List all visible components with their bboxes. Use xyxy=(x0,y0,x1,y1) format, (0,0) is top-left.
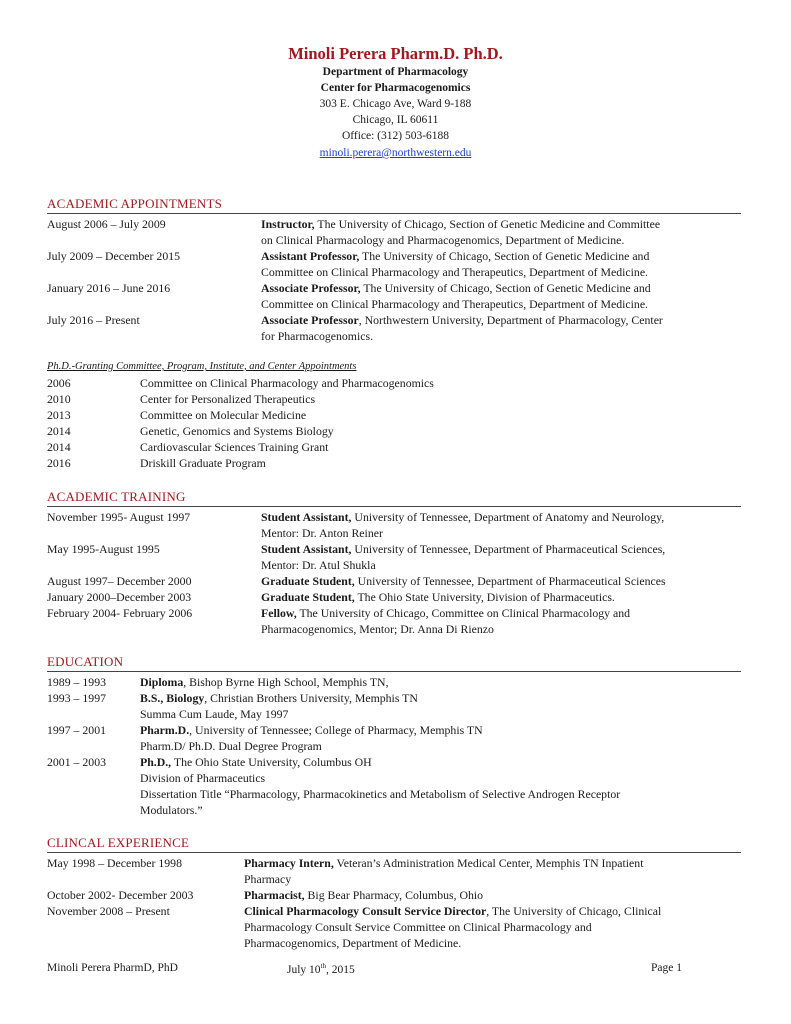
appointment-detail: The University of Chicago, Section of Genetic Medicine and xyxy=(359,249,650,263)
committee-year: 2013 xyxy=(47,408,71,422)
committee-year: 2010 xyxy=(47,392,71,406)
address-line-2: Chicago, IL 60611 xyxy=(352,114,439,126)
appointment-date: July 2009 – December 2015 xyxy=(47,249,181,263)
list-item xyxy=(47,573,741,589)
committee-year: 2014 xyxy=(47,424,71,438)
training-detail: Pharmacogenomics, Mentor; Dr. Anna Di Rienzo xyxy=(261,622,494,636)
clinical-date: May 1998 – December 1998 xyxy=(47,856,182,870)
list-item xyxy=(47,690,741,722)
training-date: May 1995-August 1995 xyxy=(47,542,160,556)
training-role: Graduate Student, xyxy=(261,574,355,588)
education-years: 1989 – 1993 xyxy=(47,675,106,689)
clinical-detail: Veteran’s Administration Medical Center, Memphis TN Inpatient xyxy=(333,856,644,870)
education-degree: B.S., Biology xyxy=(140,691,205,705)
list-item xyxy=(47,216,741,248)
training-date: November 1995- August 1997 xyxy=(47,510,191,524)
training-role: Student Assistant, xyxy=(261,510,352,524)
appointment-detail: on Clinical Pharmacology and Pharmacogenomics, Department of Medicine. xyxy=(261,233,625,247)
list-item xyxy=(47,722,741,754)
footer-author: Minoli Perera PharmD, PhD xyxy=(47,962,178,974)
education-years: 1993 – 1997 xyxy=(47,691,106,705)
training-date: January 2000–December 2003 xyxy=(47,590,192,604)
committee-year: 2014 xyxy=(47,440,71,454)
training-detail: Mentor: Dr. Atul Shukla xyxy=(261,558,376,572)
clinical-detail: Pharmacology Consult Service Committee on Clinical Pharmacology and xyxy=(244,920,592,934)
appointments-list xyxy=(47,216,741,344)
appointment-detail: The University of Chicago, Section of Genetic Medicine and Committee xyxy=(314,217,661,231)
committee-year: 2006 xyxy=(47,376,71,390)
appointment-role: Assistant Professor, xyxy=(261,249,360,263)
training-role: Fellow, xyxy=(261,606,297,620)
training-detail: University of Tennessee, Department of Pharmaceutical Sciences, xyxy=(351,542,666,556)
cv-header xyxy=(0,44,791,161)
education-years: 1997 – 2001 xyxy=(47,723,106,737)
appointment-role: Associate Professor, xyxy=(261,281,361,295)
appointment-detail: Committee on Clinical Pharmacology and Therapeutics, Department of Medicine. xyxy=(261,265,649,279)
education-degree: Pharm.D. xyxy=(140,723,190,737)
clinical-role: Pharmacy Intern, xyxy=(244,856,334,870)
education-institution: , Bishop Byrne High School, Memphis TN, xyxy=(183,675,389,689)
appointment-detail: Committee on Clinical Pharmacology and Therapeutics, Department of Medicine. xyxy=(261,297,649,311)
list-item xyxy=(47,407,741,423)
education-note: Division of Pharmaceutics xyxy=(140,771,266,785)
appointment-detail: The University of Chicago, Section of Genetic Medicine and xyxy=(360,281,651,295)
education-institution: , Christian Brothers University, Memphis TN xyxy=(204,691,418,705)
training-role: Student Assistant, xyxy=(261,542,352,556)
department: Department of Pharmacology xyxy=(322,66,469,78)
list-item xyxy=(47,674,741,690)
list-item xyxy=(47,280,741,312)
education-years: 2001 – 2003 xyxy=(47,755,106,769)
address-line-1: 303 E. Chicago Ave, Ward 9-188 xyxy=(319,98,472,110)
email-link[interactable]: minoli.perera@northwestern.edu xyxy=(319,147,472,159)
footer-page-number: Page 1 xyxy=(651,962,682,974)
clinical-detail: Pharmacy xyxy=(244,872,292,886)
appointment-date: January 2016 – June 2016 xyxy=(47,281,171,295)
education-degree: Ph.D., xyxy=(140,755,172,769)
list-item xyxy=(47,605,741,637)
appointment-role: Associate Professor xyxy=(261,313,359,327)
education-note: Summa Cum Laude, May 1997 xyxy=(140,707,289,721)
education-note: Pharm.D/ Ph.D. Dual Degree Program xyxy=(140,739,322,753)
training-role: Graduate Student, xyxy=(261,590,355,604)
list-item xyxy=(47,855,741,887)
list-item xyxy=(47,903,741,951)
training-detail: The University of Chicago, Committee on Clinical Pharmacology and xyxy=(296,606,631,620)
committees-subheading: Ph.D.-Granting Committee, Program, Institute, and Center Appointments xyxy=(47,361,357,372)
list-item xyxy=(47,248,741,280)
appointment-detail: for Pharmacogenomics. xyxy=(261,329,374,343)
section-heading-training: ACADEMIC TRAINING xyxy=(47,489,741,507)
committee-year: 2016 xyxy=(47,456,71,470)
education-institution: , University of Tennessee; College of Pharmacy, Memphis TN xyxy=(189,723,483,737)
section-heading-appointments: ACADEMIC APPOINTMENTS xyxy=(47,196,741,214)
education-note: Dissertation Title “Pharmacology, Pharmacokinetics and Metabolism of Selective Androgen Receptor xyxy=(140,787,621,801)
list-item xyxy=(47,391,741,407)
appointment-date: August 2006 – July 2009 xyxy=(47,217,166,231)
list-item xyxy=(47,439,741,455)
clinical-list xyxy=(47,855,741,951)
list-item xyxy=(47,312,741,344)
cv-name: Minoli Perera Pharm.D. Ph.D. xyxy=(288,44,503,63)
training-detail: Mentor: Dr. Anton Reiner xyxy=(261,526,383,540)
clinical-detail: Pharmacogenomics, Department of Medicine. xyxy=(244,936,462,950)
training-detail: The Ohio State University, Division of Pharmaceutics. xyxy=(354,590,615,604)
appointment-role: Instructor, xyxy=(261,217,315,231)
list-item xyxy=(47,754,741,818)
clinical-date: November 2008 – Present xyxy=(47,904,170,918)
footer-date: July 10th, 2015 xyxy=(287,962,355,976)
training-list xyxy=(47,509,741,637)
list-item xyxy=(47,541,741,573)
committee-name: Driskill Graduate Program xyxy=(140,456,266,470)
committee-name: Center for Personalized Therapeutics xyxy=(140,392,316,406)
clinical-detail: Big Bear Pharmacy, Columbus, Ohio xyxy=(304,888,484,902)
education-list xyxy=(47,674,741,818)
training-detail: University of Tennessee, Department of Anatomy and Neurology, xyxy=(351,510,665,524)
appointment-detail: , Northwestern University, Department of Pharmacology, Center xyxy=(358,313,663,327)
list-item xyxy=(47,589,741,605)
list-item xyxy=(47,455,741,471)
education-note: Modulators.” xyxy=(140,803,203,817)
clinical-role: Pharmacist, xyxy=(244,888,305,902)
clinical-date: October 2002- December 2003 xyxy=(47,888,194,902)
clinical-detail: , The University of Chicago, Clinical xyxy=(486,904,662,918)
section-heading-clinical: CLINCAL EXPERIENCE xyxy=(47,835,741,853)
center: Center for Pharmacogenomics xyxy=(320,82,471,94)
office-phone: Office: (312) 503-6188 xyxy=(341,130,450,142)
committees-list xyxy=(47,375,741,471)
committee-name: Committee on Clinical Pharmacology and Pharmacogenomics xyxy=(140,376,434,390)
list-item xyxy=(47,375,741,391)
committee-name: Genetic, Genomics and Systems Biology xyxy=(140,424,334,438)
list-item xyxy=(47,887,741,903)
education-institution: The Ohio State University, Columbus OH xyxy=(171,755,372,769)
training-date: February 2004- February 2006 xyxy=(47,606,193,620)
education-degree: Diploma xyxy=(140,675,184,689)
committee-name: Committee on Molecular Medicine xyxy=(140,408,307,422)
section-heading-education: EDUCATION xyxy=(47,654,741,672)
appointment-date: July 2016 – Present xyxy=(47,313,140,327)
list-item xyxy=(47,509,741,541)
list-item xyxy=(47,423,741,439)
training-date: August 1997– December 2000 xyxy=(47,574,192,588)
clinical-role: Clinical Pharmacology Consult Service Director xyxy=(244,904,487,918)
training-detail: University of Tennessee, Department of Pharmaceutical Sciences xyxy=(354,574,666,588)
committee-name: Cardiovascular Sciences Training Grant xyxy=(140,440,329,454)
